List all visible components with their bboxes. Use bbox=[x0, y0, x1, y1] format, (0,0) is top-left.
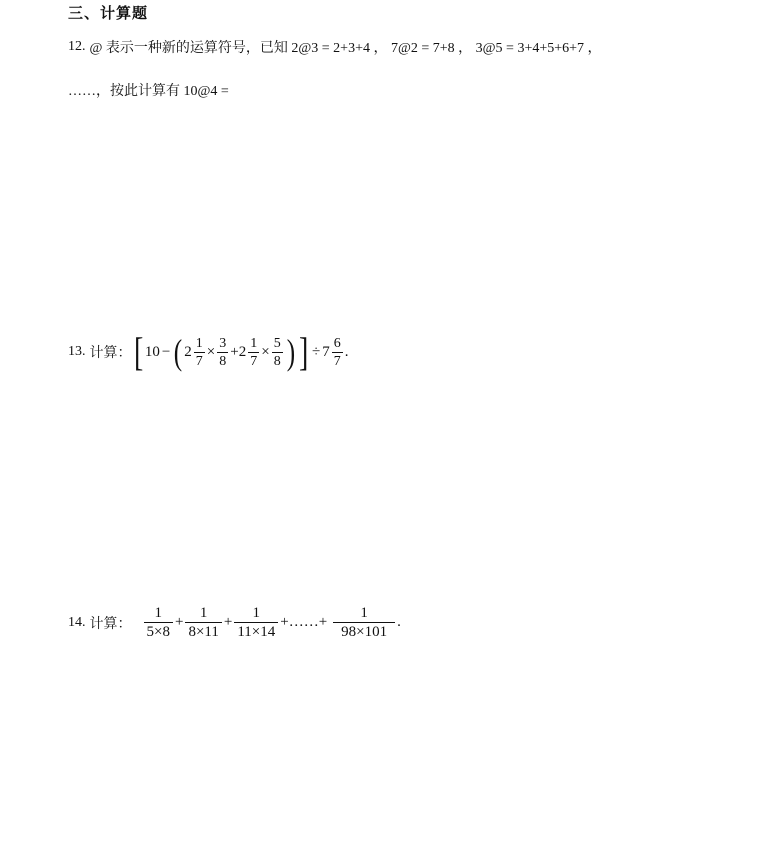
question-12-continuation: ……，按此计算有 10@4 = bbox=[68, 84, 229, 99]
term-ten: 10 bbox=[144, 343, 160, 360]
fraction-term-3-denominator: 11×14 bbox=[234, 622, 278, 640]
fraction-term-3 bbox=[234, 605, 278, 640]
fraction-5-numerator: 6 bbox=[333, 335, 341, 351]
plus-sign-3: + bbox=[280, 614, 289, 630]
fraction-2-numerator: 3 bbox=[219, 335, 227, 351]
fraction-term-2-denominator: 8×11 bbox=[185, 622, 221, 640]
end-period: . bbox=[344, 343, 349, 360]
fraction-4-denominator: 8 bbox=[273, 353, 281, 369]
question-14-label: 计算： bbox=[89, 616, 132, 632]
question-13 bbox=[68, 329, 349, 374]
right-square-bracket: ] bbox=[298, 329, 309, 374]
divide-sign: ÷ bbox=[312, 343, 321, 360]
question-12-number: 12. bbox=[68, 39, 86, 54]
question-13-label: 计算： bbox=[89, 346, 132, 361]
fraction-term-4-numerator: 1 bbox=[360, 605, 368, 621]
fraction-2-denominator: 8 bbox=[219, 353, 227, 369]
plus-sign-4: + bbox=[318, 614, 328, 630]
fraction-term-1-numerator: 1 bbox=[154, 605, 162, 621]
times-sign-2: × bbox=[261, 343, 270, 360]
mixed-whole-2: 2 bbox=[238, 343, 247, 360]
left-parenthesis: ( bbox=[174, 332, 183, 372]
fraction-term-1 bbox=[144, 605, 173, 640]
ellipsis: …… bbox=[288, 614, 319, 630]
question-12-line-1 bbox=[68, 37, 602, 57]
plus-sign-2: + bbox=[223, 614, 233, 630]
question-14-number: 14. bbox=[68, 614, 86, 630]
fraction-4 bbox=[272, 336, 283, 369]
fraction-term-3-numerator: 1 bbox=[252, 605, 261, 621]
question-12-text: @ 表示一种新的运算符号，已知 2@3 = 2+3+4 ， 7@2 = 7+8 ， 3@5 = 3+4+5+6+7 ， bbox=[89, 41, 602, 56]
times-sign-1: × bbox=[206, 343, 216, 360]
end-period: . bbox=[397, 614, 401, 630]
fraction-1-numerator: 1 bbox=[195, 335, 203, 351]
mixed-whole-1: 2 bbox=[184, 343, 192, 360]
fraction-term-1-denominator: 5×8 bbox=[144, 622, 173, 640]
fraction-term-4-denominator: 98×101 bbox=[333, 622, 395, 640]
question-13-number: 13. bbox=[68, 344, 86, 359]
section-title: 三、计算题 bbox=[68, 4, 149, 22]
minus-sign: − bbox=[161, 343, 171, 360]
question-12-line-2 bbox=[68, 80, 229, 100]
mixed-whole-3: 7 bbox=[322, 343, 330, 360]
right-parenthesis: ) bbox=[286, 332, 295, 372]
fraction-2 bbox=[217, 336, 228, 369]
fraction-1-denominator: 7 bbox=[195, 353, 203, 369]
fraction-term-2 bbox=[185, 605, 221, 640]
fraction-3 bbox=[248, 336, 259, 369]
fraction-term-4 bbox=[333, 605, 395, 640]
left-square-bracket: [ bbox=[133, 329, 143, 374]
plus-sign-1: + bbox=[174, 614, 184, 630]
fraction-5-denominator: 7 bbox=[333, 353, 341, 369]
fraction-term-2-numerator: 1 bbox=[199, 605, 208, 621]
fraction-4-numerator: 5 bbox=[273, 335, 281, 351]
fraction-3-denominator: 7 bbox=[250, 353, 258, 369]
question-14 bbox=[68, 605, 401, 640]
fraction-3-numerator: 1 bbox=[250, 335, 258, 351]
plus-sign: + bbox=[230, 343, 239, 360]
fraction-1 bbox=[194, 336, 205, 369]
fraction-5 bbox=[332, 336, 343, 369]
